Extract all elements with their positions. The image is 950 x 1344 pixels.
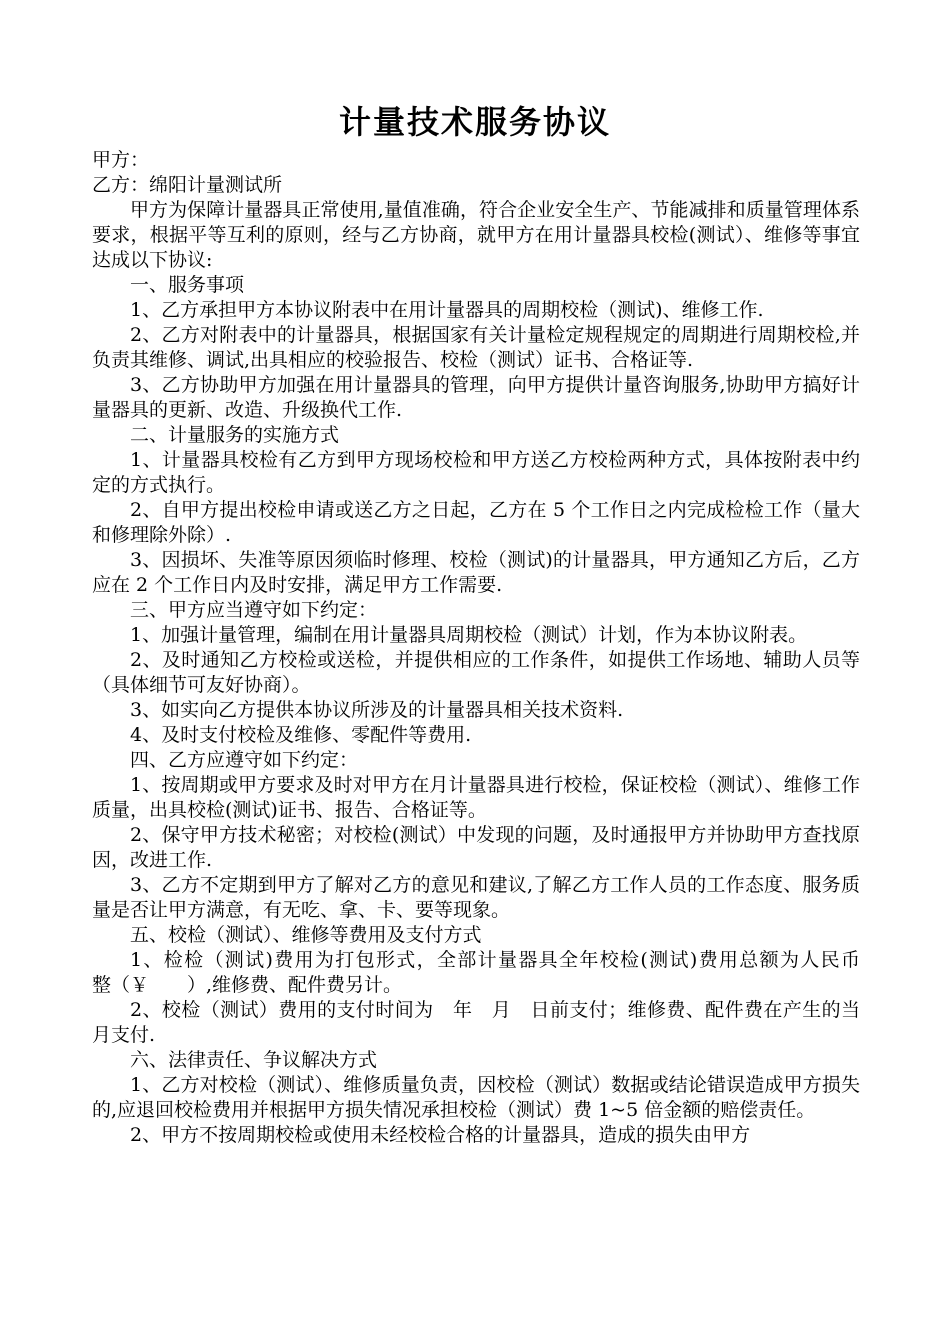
preamble-paragraph: 甲方为保障计量器具正常使用,量值准确，符合企业安全生产、节能减排和质量管理体系要求，根据平等互利的原则，经与乙方协商，就甲方在用计量器具校检(测试）、维修等事宜达成以下协议: bbox=[92, 199, 860, 271]
section-heading: 五、校检（测试）、维修等费用及支付方式 bbox=[130, 924, 482, 946]
clause-paragraph: 3、乙方协助甲方加强在用计量器具的管理，向甲方提供计量咨询服务,协助甲方搞好计量器具的更新、改造、升级换代工作. bbox=[92, 374, 860, 421]
clause-paragraph: 2、甲方不按周期校检或使用未经校检合格的计量器具，造成的损失由甲方 bbox=[130, 1124, 751, 1146]
clause-paragraph: 3、如实向乙方提供本协议所涉及的计量器具相关技术资料. bbox=[130, 699, 624, 721]
clause-paragraph: 1、按周期或甲方要求及时对甲方在月计量器具进行校检，保证校检（测试）、维修工作质量，出具校检(测试)证书、报告、合格证等。 bbox=[92, 774, 860, 821]
clause-paragraph: 2、及时通知乙方校检或送检，并提供相应的工作条件，如提供工作场地、辅助人员等（具体细节可友好协商）。 bbox=[92, 649, 860, 696]
section-heading: 六、法律责任、争议解决方式 bbox=[130, 1049, 378, 1071]
document-body bbox=[92, 148, 899, 1148]
clause-paragraph: 2、校检（测试）费用的支付时间为 年 月 日前支付；维修费、配件费在产生的当月支付. bbox=[92, 999, 860, 1046]
clause-paragraph: 1、检检（测试)费用为打包形式，全部计量器具全年校检(测试)费用总额为人民币 整（￥ ）,维修费、配件费另计。 bbox=[92, 949, 899, 996]
section-heading: 四、乙方应遵守如下约定： bbox=[130, 749, 359, 771]
clause-paragraph: 1、乙方承担甲方本协议附表中在用计量器具的周期校检（测试)、维修工作. bbox=[130, 299, 764, 321]
section-heading: 二、计量服务的实施方式 bbox=[130, 424, 340, 446]
clause-paragraph: 2、乙方对附表中的计量器具，根据国家有关计量检定规程规定的周期进行周期校检,并负责其维修、调试,出具相应的校验报告、校检（测试）证书、合格证等. bbox=[92, 324, 860, 371]
clause-paragraph: 1、加强计量管理，编制在用计量器具周期校检（测试）计划，作为本协议附表。 bbox=[130, 624, 808, 646]
clause-paragraph: 3、乙方不定期到甲方了解对乙方的意见和建议,了解乙方工作人员的工作态度、服务质量是否让甲方满意，有无吃、拿、卡、要等现象。 bbox=[92, 874, 860, 921]
section-heading: 三、甲方应当遵守如下约定： bbox=[130, 599, 378, 621]
clause-paragraph: 1、计量器具校检有乙方到甲方现场校检和甲方送乙方校检两种方式，具体按附表中约定的方式执行。 bbox=[92, 449, 860, 496]
clause-paragraph: 2、自甲方提出校检申请或送乙方之日起，乙方在 5 个工作日之内完成检检工作（量大和修理除外除）. bbox=[92, 499, 860, 546]
party-b-line: 乙方：绵阳计量测试所 bbox=[92, 174, 283, 196]
clause-paragraph: 3、因损坏、失准等原因须临时修理、校检（测试)的计量器具，甲方通知乙方后，乙方应在 2 个工作日内及时安排，满足甲方工作需要. bbox=[92, 549, 860, 596]
document-title: 计量技术服务协议 bbox=[338, 103, 611, 141]
section-heading: 一、服务事项 bbox=[130, 274, 245, 296]
clause-paragraph: 1、乙方对校检（测试）、维修质量负责，因校检（测试）数据或结论错误造成甲方损失的,应退回校检费用并根据甲方损失情况承担校检（测试）费 1~5 倍金额的赔偿责任。 bbox=[92, 1074, 860, 1121]
clause-paragraph: 4、及时支付校检及维修、零配件等费用. bbox=[130, 724, 472, 746]
party-a-line: 甲方： bbox=[92, 149, 150, 171]
clause-paragraph: 2、保守甲方技术秘密；对校检(测试）中发现的问题，及时通报甲方并协助甲方查找原因，改进工作. bbox=[92, 824, 860, 871]
